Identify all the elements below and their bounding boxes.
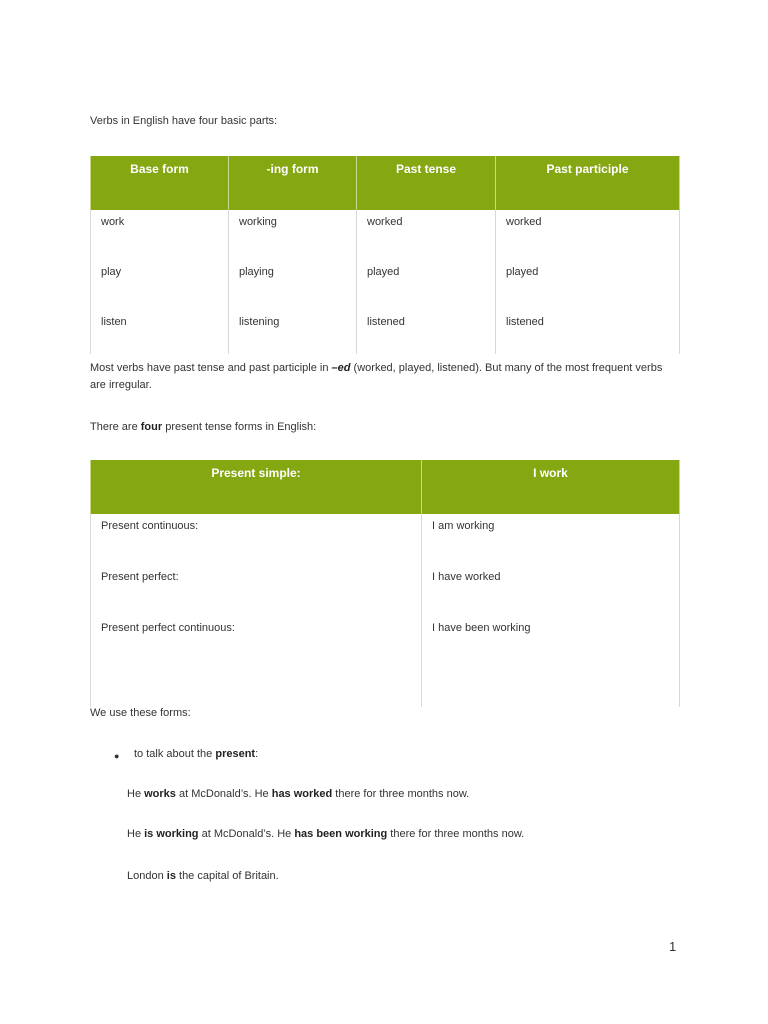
bullet-item [134,746,258,763]
table-cell: play [91,260,229,310]
table-row [91,310,680,354]
verb-emphasis: has worked [271,788,333,800]
example-text: at McDonald’s. He [198,828,295,840]
past-tense-note [90,360,670,394]
table-header-row [91,460,680,514]
table-cell: Present continuous: [91,514,422,565]
table-cell: listened [496,310,680,354]
example-text: London [127,870,167,882]
column-header: Present simple: [91,460,422,514]
example-sentence [127,868,279,885]
verb-emphasis: has been working [294,828,388,840]
table-row [91,616,680,667]
note-text: Most verbs have past tense and past participle in [90,362,332,374]
table-cell: working [229,210,357,260]
bullet-icon: ● [114,751,120,761]
example-sentence [127,826,524,843]
table-cell: played [496,260,680,310]
table-cell [422,667,680,707]
table-row [91,667,680,707]
present-tenses-table [90,460,680,707]
table-row [91,260,680,310]
ed-suffix: –ed [331,362,351,374]
example-sentence [127,786,469,803]
usage-intro: We use these forms: [90,707,191,719]
bullet-text: : [255,748,259,760]
example-text: He [127,828,145,840]
table-cell: playing [229,260,357,310]
example-text: at McDonald’s. He [175,788,272,800]
table-cell: worked [496,210,680,260]
bullet-text: to talk about the [134,748,216,760]
intro-text: There are [90,421,141,433]
verb-emphasis: is [166,870,176,882]
column-header: Past tense [357,156,496,210]
table-cell: Present perfect: [91,565,422,616]
table-cell [91,667,422,707]
page-number: 1 [669,939,677,954]
intro-text: Verbs in English have four basic parts: [90,115,278,127]
present-forms-intro [90,419,316,436]
example-text: there for three months now. [387,828,525,840]
example-text: He [127,788,145,800]
table-header-row [91,156,680,210]
intro-text: present tense forms in English: [162,421,317,433]
example-text: the capital of Britain. [175,870,279,882]
table-cell: I have been working [422,616,680,667]
example-text: there for three months now. [332,788,470,800]
table-cell: played [357,260,496,310]
table-cell: listening [229,310,357,354]
table-row [91,565,680,616]
column-header: Past participle [496,156,680,210]
table-cell: listen [91,310,229,354]
verb-emphasis: works [144,788,176,800]
column-header: -ing form [229,156,357,210]
column-header: I work [422,460,680,514]
column-header: Base form [91,156,229,210]
verb-forms-table [90,156,680,354]
emphasis-four: four [140,421,163,433]
emphasis-present: present [215,748,256,760]
note-text: (worked, played, listened). But many of the most frequent verbs are irregular. [90,362,663,391]
table-cell: work [91,210,229,260]
table-cell: I am working [422,514,680,565]
table-row [91,514,680,565]
table-cell: I have worked [422,565,680,616]
table-cell: listened [357,310,496,354]
table-cell: worked [357,210,496,260]
table-row [91,210,680,260]
verb-emphasis: is working [144,828,199,840]
table-cell: Present perfect continuous: [91,616,422,667]
